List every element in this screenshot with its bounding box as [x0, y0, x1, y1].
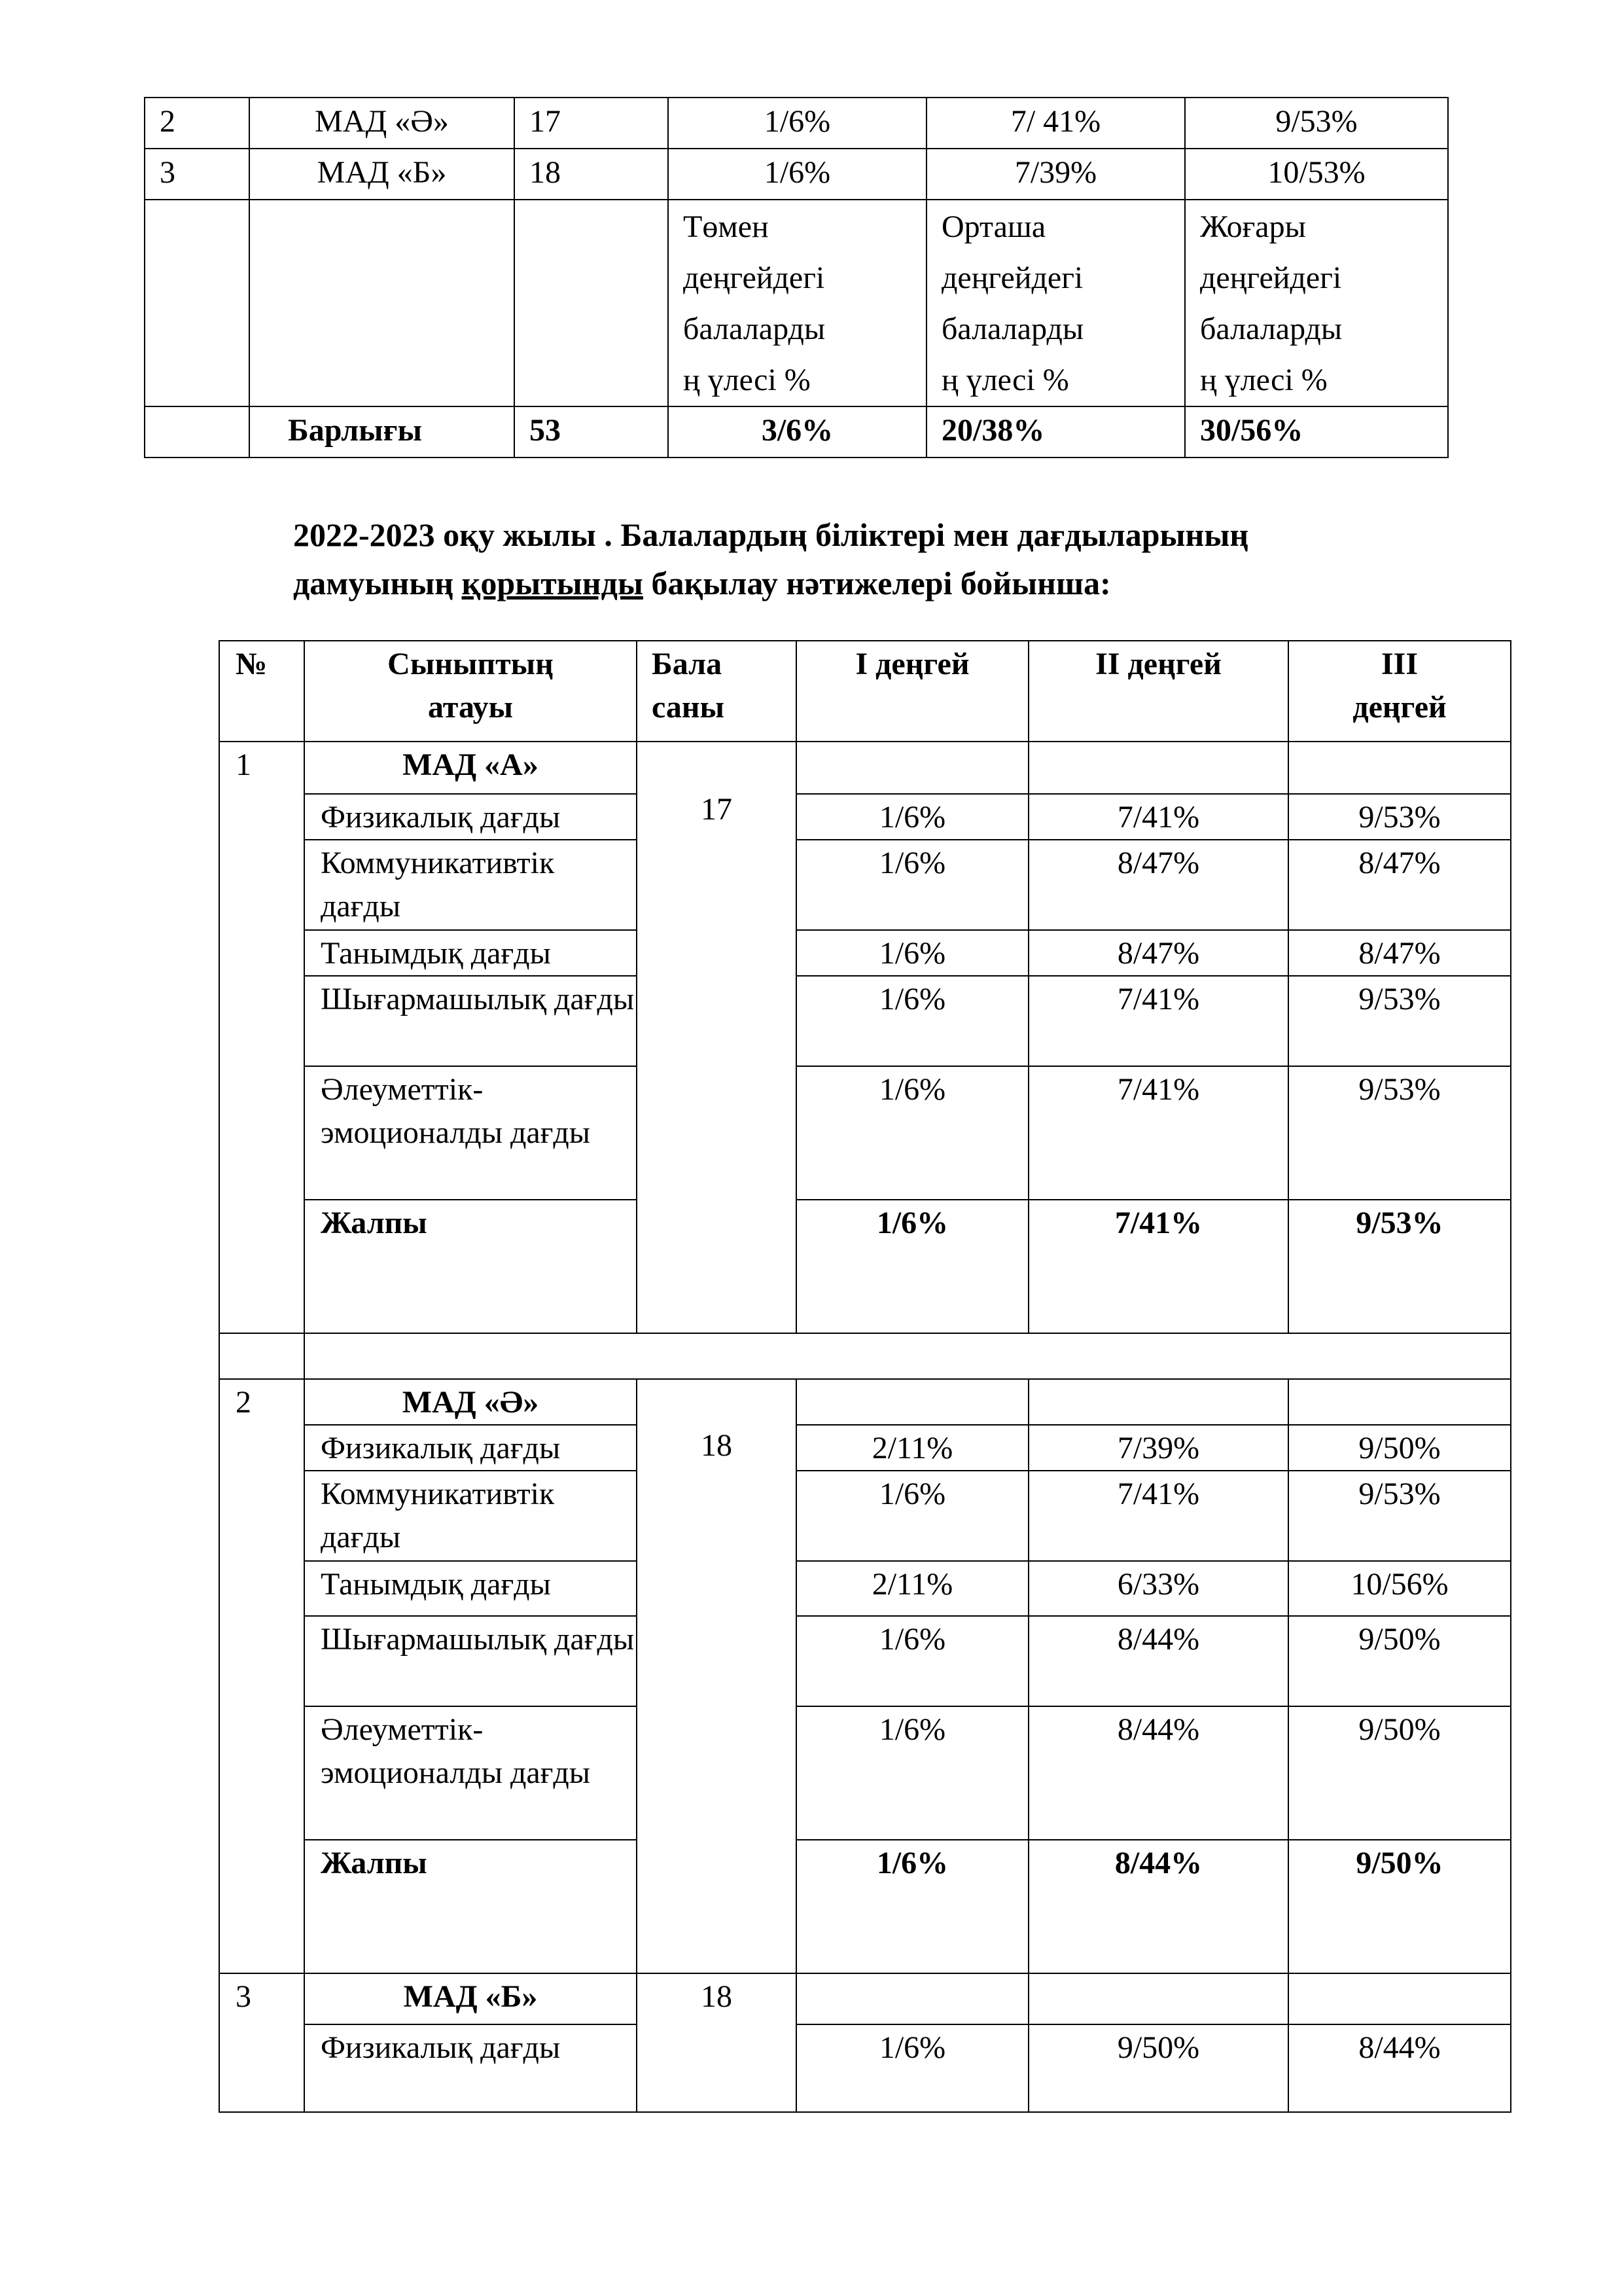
table-row	[219, 1706, 1511, 1840]
total-mid: 20/38%	[927, 406, 1185, 457]
group-number: 3	[219, 1973, 304, 2112]
spacer-row	[219, 1333, 1511, 1379]
level-1-value: 1/6%	[796, 976, 1029, 1066]
table-row	[219, 1471, 1511, 1561]
table-row	[219, 1425, 1511, 1471]
header-level-1: I деңгей	[796, 641, 1029, 742]
group-name: МАД «Ә»	[249, 98, 514, 149]
group-name: МАД «Б»	[304, 1973, 637, 2024]
skill-name: Шығармашылық дағды	[304, 976, 637, 1066]
mid-level-share: 7/39%	[927, 149, 1185, 200]
total-row	[219, 1840, 1511, 1973]
group-child-count: 18	[637, 1379, 796, 1973]
skill-name: Танымдық дағды	[304, 930, 637, 976]
high-level-share: 10/53%	[1185, 149, 1448, 200]
level-header-row	[145, 200, 1448, 406]
high-level-header: Жоғары деңгейдегі балаларды ң үлесі %	[1185, 200, 1448, 406]
level-1-value: 1/6%	[796, 2024, 1029, 2112]
section-heading: 2022-2023 оқу жылы . Балалардың біліктері мен дағдыларының дамуының қорытынды бақылау нәтижелері бойынша:	[293, 516, 1249, 601]
group-child-count: 17	[637, 742, 796, 1333]
total-row	[219, 1200, 1511, 1333]
total-label: Жалпы	[304, 1840, 637, 1973]
skill-name: Танымдық дағды	[304, 1561, 637, 1616]
child-count: 18	[514, 149, 668, 200]
header-level-2: II деңгей	[1029, 641, 1288, 742]
total-level-2: 8/44%	[1029, 1840, 1288, 1973]
summary-table	[144, 97, 1449, 458]
group-number: 2	[219, 1379, 304, 1973]
skill-name: Шығармашылық дағды	[304, 1616, 637, 1706]
table-header-row	[219, 641, 1511, 742]
level-1-value: 2/11%	[796, 1561, 1029, 1616]
group-title-row	[219, 1973, 1511, 2024]
table-row	[219, 840, 1511, 930]
level-2-value: 8/47%	[1029, 930, 1288, 976]
level-3-value: 9/53%	[1288, 1066, 1511, 1200]
level-3-value: 8/44%	[1288, 2024, 1511, 2112]
level-3-value: 9/53%	[1288, 1471, 1511, 1561]
level-1-value: 1/6%	[796, 930, 1029, 976]
group-number: 1	[219, 742, 304, 1333]
total-level-3: 9/53%	[1288, 1200, 1511, 1333]
level-1-value: 1/6%	[796, 1706, 1029, 1840]
total-count: 53	[514, 406, 668, 457]
skill-name: Физикалық дағды	[304, 794, 637, 840]
table-row	[145, 149, 1448, 200]
level-2-value: 9/50%	[1029, 2024, 1288, 2112]
header-level-3: III деңгей	[1288, 641, 1511, 742]
level-2-value: 7/41%	[1029, 1066, 1288, 1200]
level-2-value: 8/47%	[1029, 840, 1288, 930]
group-name: МАД «Ә»	[304, 1379, 637, 1425]
skill-name: Әлеуметтік-эмоционалды дағды	[304, 1706, 637, 1840]
table-row	[219, 794, 1511, 840]
mid-level-header: Орташа деңгейдегі балаларды ң үлесі %	[927, 200, 1185, 406]
level-1-value: 1/6%	[796, 1066, 1029, 1200]
total-label: Жалпы	[304, 1200, 637, 1333]
level-2-value: 7/41%	[1029, 1471, 1288, 1561]
skill-name: Әлеуметтік-эмоционалды дағды	[304, 1066, 637, 1200]
level-2-value: 7/41%	[1029, 976, 1288, 1066]
level-3-value: 9/53%	[1288, 794, 1511, 840]
low-level-header: Төмен деңгейдегі балаларды ң үлесі %	[668, 200, 927, 406]
group-child-count: 18	[637, 1973, 796, 2112]
level-3-value: 9/50%	[1288, 1706, 1511, 1840]
level-2-value: 8/44%	[1029, 1706, 1288, 1840]
total-level-2: 7/41%	[1029, 1200, 1288, 1333]
skill-name: Физикалық дағды	[304, 1425, 637, 1471]
group-title-row	[219, 1379, 1511, 1425]
level-2-value: 7/39%	[1029, 1425, 1288, 1471]
table-row	[219, 1561, 1511, 1616]
level-3-value: 9/53%	[1288, 976, 1511, 1066]
table-row	[219, 2024, 1511, 2112]
skill-name: Коммуникативтік дағды	[304, 1471, 637, 1561]
level-2-value: 7/41%	[1029, 794, 1288, 840]
low-level-share: 1/6%	[668, 98, 927, 149]
total-level-1: 1/6%	[796, 1200, 1029, 1333]
low-level-share: 1/6%	[668, 149, 927, 200]
group-name: МАД «Б»	[249, 149, 514, 200]
level-1-value: 1/6%	[796, 840, 1029, 930]
level-1-value: 2/11%	[796, 1425, 1029, 1471]
table-row	[145, 98, 1448, 149]
total-row	[145, 406, 1448, 457]
underlined-word: қорытынды	[461, 565, 643, 601]
row-number: 2	[145, 98, 249, 149]
total-low: 3/6%	[668, 406, 927, 457]
level-1-value: 1/6%	[796, 794, 1029, 840]
level-3-value: 8/47%	[1288, 840, 1511, 930]
level-1-value: 1/6%	[796, 1616, 1029, 1706]
total-level-1: 1/6%	[796, 1840, 1029, 1973]
level-3-value: 9/50%	[1288, 1425, 1511, 1471]
header-child-count: Бала саны	[637, 641, 796, 742]
skill-name: Физикалық дағды	[304, 2024, 637, 2112]
results-table	[219, 640, 1511, 2113]
skill-name: Коммуникативтік дағды	[304, 840, 637, 930]
group-name: МАД «А»	[304, 742, 637, 794]
table-row	[219, 930, 1511, 976]
level-2-value: 6/33%	[1029, 1561, 1288, 1616]
group-title-row	[219, 742, 1511, 794]
level-3-value: 9/50%	[1288, 1616, 1511, 1706]
level-3-value: 10/56%	[1288, 1561, 1511, 1616]
total-level-3: 9/50%	[1288, 1840, 1511, 1973]
total-label: Барлығы	[249, 406, 514, 457]
high-level-share: 9/53%	[1185, 98, 1448, 149]
table-row	[219, 1616, 1511, 1706]
table-row	[219, 1066, 1511, 1200]
mid-level-share: 7/ 41%	[927, 98, 1185, 149]
header-class-name: Сыныптың атауы	[304, 641, 637, 742]
table-row	[219, 976, 1511, 1066]
header-number: №	[219, 641, 304, 742]
level-3-value: 8/47%	[1288, 930, 1511, 976]
row-number: 3	[145, 149, 249, 200]
level-2-value: 8/44%	[1029, 1616, 1288, 1706]
child-count: 17	[514, 98, 668, 149]
level-1-value: 1/6%	[796, 1471, 1029, 1561]
total-high: 30/56%	[1185, 406, 1448, 457]
